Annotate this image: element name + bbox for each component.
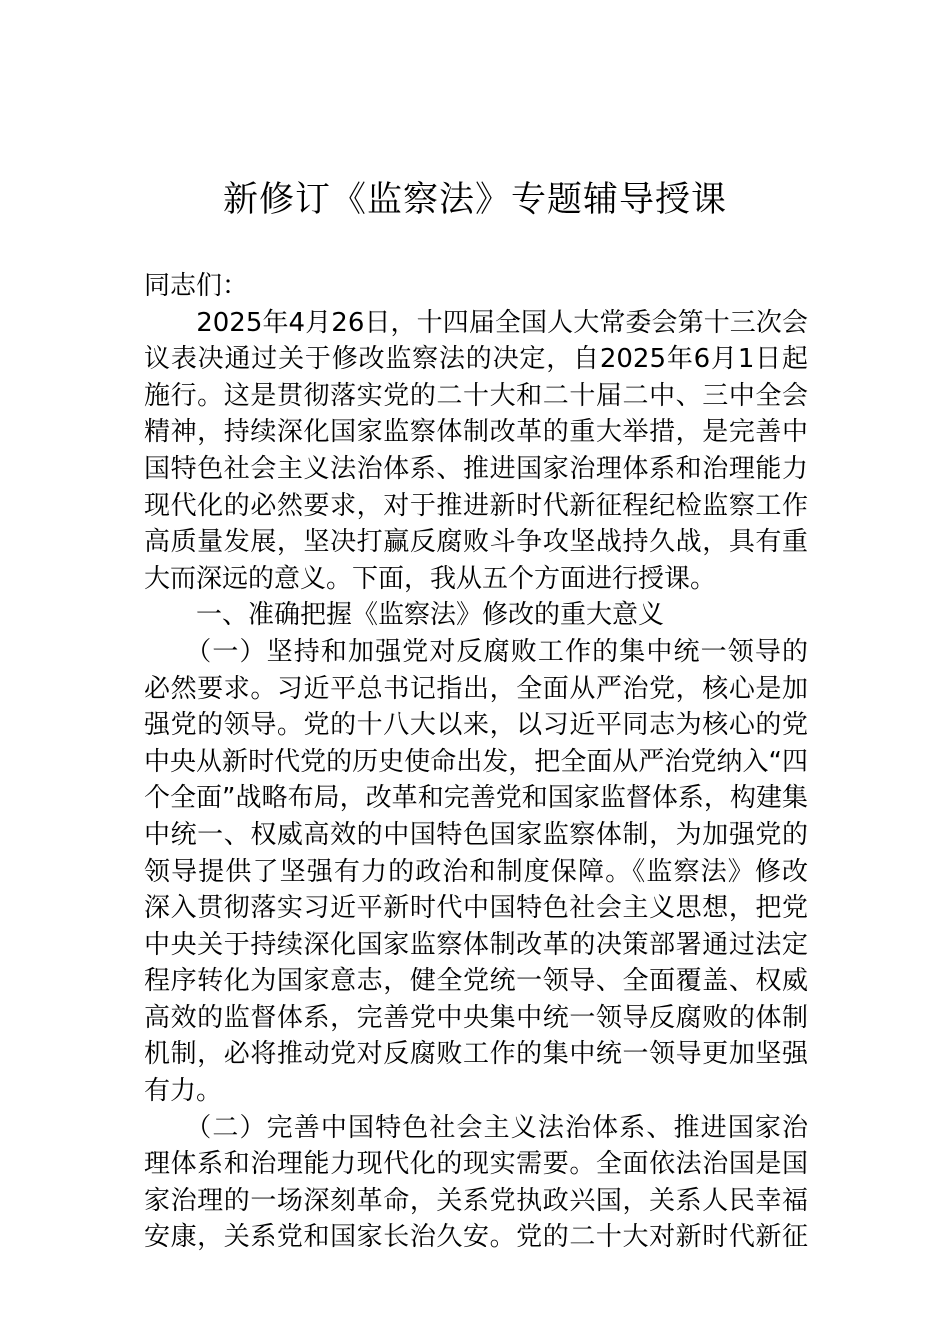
paragraph-line: 中央关于持续深化国家监察体制改革的决策部署通过法定 — [144, 929, 808, 960]
paragraph-line: 理体系和治理能力现代化的现实需要。全面依法治国是国 — [144, 1149, 808, 1180]
document-title: 新修订《监察法》专题辅导授课 — [222, 180, 727, 220]
paragraph-line: 施行。这是贯彻落实党的二十大和二十届二中、三中全会 — [144, 380, 808, 411]
paragraph-line: 个全面”战略布局，改革和完善党和国家监督体系，构建集 — [144, 783, 808, 814]
paragraph-line: 安康，关系党和国家长治久安。党的二十大对新时代新征 — [144, 1222, 808, 1253]
paragraph-line: 中央从新时代党的历史使命出发，把全面从严治党纳入“四 — [144, 746, 808, 777]
paragraph-line: 家治理的一场深刻革命，关系党执政兴国，关系人民幸福 — [144, 1185, 808, 1216]
document-body — [144, 268, 808, 1256]
paragraph-line: 领导提供了坚强有力的政治和制度保障。《监察法》修改 — [144, 856, 808, 887]
paragraph-line: 有力。 — [144, 1076, 223, 1107]
paragraph-line: 精神，持续深化国家监察体制改革的重大举措，是完善中 — [144, 417, 808, 448]
paragraph-line: 现代化的必然要求，对于推进新时代新征程纪检监察工作 — [144, 490, 808, 521]
paragraph-line: （二）完善中国特色社会主义法治体系、推进国家治 — [144, 1112, 808, 1143]
paragraph-line: 高质量发展，坚决打赢反腐败斗争攻坚战持久战，具有重 — [144, 527, 808, 558]
paragraph-line: 程序转化为国家意志，健全党统一领导、全面覆盖、权威 — [144, 966, 808, 997]
paragraph-line: 机制，必将推动党对反腐败工作的集中统一领导更加坚强 — [144, 1039, 808, 1070]
paragraph-line: 中统一、权威高效的中国特色国家监察体制，为加强党的 — [144, 819, 808, 850]
paragraph-line: 国特色社会主义法治体系、推进国家治理体系和治理能力 — [144, 453, 808, 484]
paragraph-line: 高效的监督体系，完善党中央集中统一领导反腐败的体制 — [144, 1002, 808, 1033]
paragraph-line: 议表决通过关于修改监察法的决定，自2025年6月1日起 — [144, 344, 808, 375]
paragraph-line: 必然要求。习近平总书记指出，全面从严治党，核心是加 — [144, 673, 808, 704]
paragraph-line: （一）坚持和加强党对反腐败工作的集中统一领导的 — [144, 636, 808, 667]
paragraph-line: 大而深远的意义。下面，我从五个方面进行授课。 — [144, 563, 717, 594]
paragraph-line: 2025年4月26日，十四届全国人大常委会第十三次会 — [144, 307, 808, 338]
greeting: 同志们： — [144, 271, 249, 301]
section-heading: 一、准确把握《监察法》修改的重大意义 — [144, 600, 665, 631]
paragraph-line: 深入贯彻落实习近平新时代中国特色社会主义思想，把党 — [144, 893, 808, 924]
paragraph-line: 强党的领导。党的十八大以来，以习近平同志为核心的党 — [144, 710, 808, 741]
